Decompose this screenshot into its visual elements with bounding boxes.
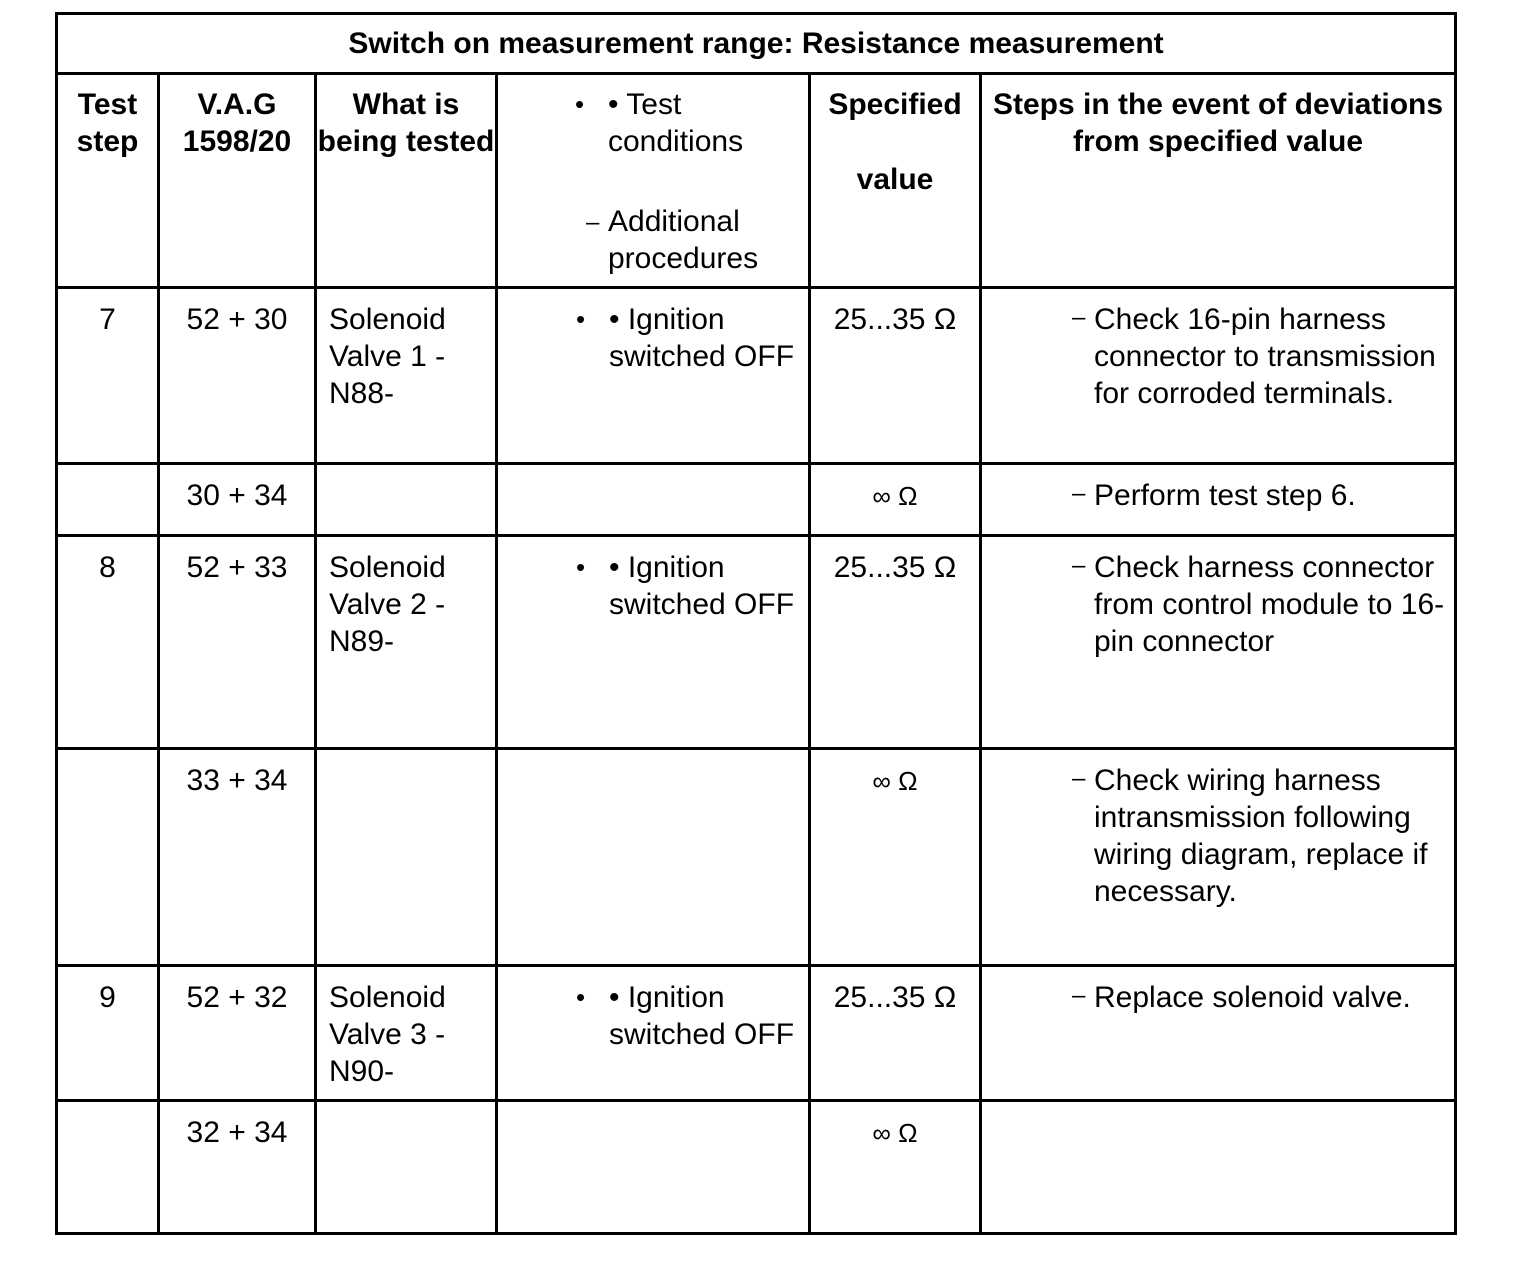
cell-action-text: Check wiring harness intransmission following wiring diagram, replace if necessary. — [1094, 764, 1428, 908]
cell-conditions — [497, 749, 810, 966]
table-row — [57, 1101, 1456, 1234]
cell-step — [57, 1101, 159, 1234]
cell-spec — [810, 464, 981, 536]
header-what-tested: What is being tested — [316, 74, 497, 288]
cell-vag: 32 + 34 — [159, 1101, 316, 1234]
cell-step — [57, 749, 159, 966]
table-title: Switch on measurement range: Resistance measurement — [57, 14, 1456, 74]
cell-action-text: Check 16-pin harness connector to transmission for corroded terminals. — [1094, 303, 1436, 410]
dash-icon: – — [1072, 304, 1086, 331]
cell-conditions — [497, 288, 810, 464]
cell-conditions-text: • Ignition switched OFF — [609, 303, 795, 373]
table-row — [57, 464, 1456, 536]
cell-vag: 52 + 33 — [159, 536, 316, 749]
cell-spec-text: ∞ Ω — [872, 766, 918, 796]
table-row — [57, 966, 1456, 1101]
cell-action — [981, 966, 1456, 1101]
header-conditions — [497, 74, 810, 288]
bullet-icon: • — [576, 982, 586, 1012]
cell-conditions — [497, 536, 810, 749]
cell-spec: 25...35 Ω — [810, 966, 981, 1101]
cell-action-text: Perform test step 6. — [1094, 479, 1356, 512]
cell-action — [981, 536, 1456, 749]
cell-step: 9 — [57, 966, 159, 1101]
cell-action-text: Replace solenoid valve. — [1094, 981, 1411, 1014]
cell-what — [316, 1101, 497, 1234]
cell-conditions — [497, 464, 810, 536]
cell-spec — [810, 1101, 981, 1234]
cell-vag: 52 + 32 — [159, 966, 316, 1101]
cell-step: 8 — [57, 536, 159, 749]
cell-vag: 33 + 34 — [159, 749, 316, 966]
header-spec-line1: Specified — [828, 88, 962, 121]
cell-action-text: Check harness connector from control module to 16-pin connector — [1094, 551, 1445, 658]
cell-what: Solenoid Valve 1 -N88- — [316, 288, 497, 464]
dash-icon: – — [586, 209, 600, 236]
bullet-icon: • — [576, 552, 586, 582]
cell-what: Solenoid Valve 2 -N89- — [316, 536, 497, 749]
cell-step: 7 — [57, 288, 159, 464]
table-row — [57, 749, 1456, 966]
cell-what — [316, 464, 497, 536]
cell-spec: 25...35 Ω — [810, 536, 981, 749]
cell-action — [981, 288, 1456, 464]
cell-conditions-text: • Ignition switched OFF — [609, 981, 795, 1051]
cell-spec — [810, 749, 981, 966]
dash-icon: – — [1072, 552, 1086, 579]
cell-spec-text: ∞ Ω — [872, 1118, 918, 1148]
cell-action — [981, 749, 1456, 966]
header-conditions-line2: Additional procedures — [608, 205, 759, 275]
cell-vag: 30 + 34 — [159, 464, 316, 536]
cell-spec: 25...35 Ω — [810, 288, 981, 464]
table-row — [57, 288, 1456, 464]
cell-vag: 52 + 30 — [159, 288, 316, 464]
resistance-test-table — [55, 12, 1457, 1235]
header-specified-value — [810, 74, 981, 288]
dash-icon: – — [1072, 480, 1086, 507]
cell-action — [981, 1101, 1456, 1234]
header-steps: Steps in the event of deviations from specified value — [981, 74, 1456, 288]
table-row — [57, 536, 1456, 749]
header-test-step: Test step — [57, 74, 159, 288]
cell-what: Solenoid Valve 3 -N90- — [316, 966, 497, 1101]
header-conditions-line1: • Test conditions — [608, 88, 744, 158]
dash-icon: – — [1072, 765, 1086, 792]
bullet-icon: • — [575, 89, 585, 119]
cell-what — [316, 749, 497, 966]
dash-icon: – — [1072, 982, 1086, 1009]
cell-action — [981, 464, 1456, 536]
bullet-icon: • — [576, 304, 586, 334]
header-spec-line2: value — [856, 163, 934, 196]
cell-conditions-text: • Ignition switched OFF — [609, 551, 795, 621]
cell-spec-text: ∞ Ω — [872, 481, 918, 511]
cell-conditions — [497, 966, 810, 1101]
header-row — [57, 74, 1456, 288]
cell-conditions — [497, 1101, 810, 1234]
header-vag: V.A.G 1598/20 — [159, 74, 316, 288]
cell-step — [57, 464, 159, 536]
